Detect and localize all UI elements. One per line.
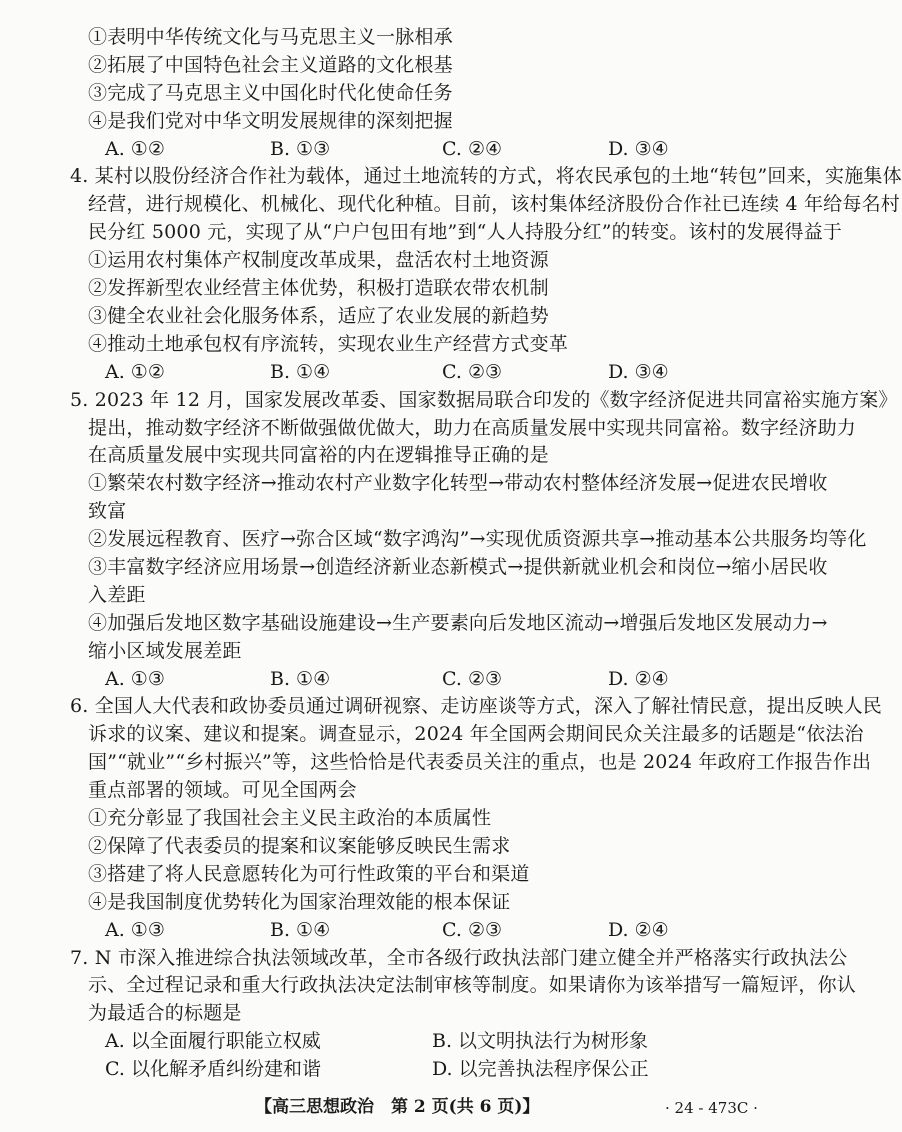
- q7-option-b: B. 以文明执法行为树形象: [432, 1030, 649, 1052]
- q5-statement-3-line-1: ③丰富数字经济应用场景→创造经济新业态新模式→提供新就业机会和岗位→缩小居民收: [88, 556, 828, 578]
- page-footer-label: 【高三思想政治 第 2 页(共 6 页)】: [255, 1097, 540, 1117]
- q3-statement-4: ④是我们党对中华文明发展规律的深刻把握: [88, 110, 453, 132]
- q4-stem-line-1: 4. 某村以股份经济合作社为载体，通过土地流转的方式，将农民承包的土地“转包”回来，实施集体: [70, 165, 902, 187]
- q4-stem-line-3: 民分红 5000 元，实现了从“户户包田有地”到“人人持股分红”的转变。该村的发展得益于: [88, 221, 843, 243]
- exam-code: · 24 - 473C ·: [665, 1099, 758, 1117]
- q6-stem-line-1: 6. 全国人大代表和政协委员通过调研视察、走访座谈等方式，深入了解社情民意，提出反映人民: [70, 695, 882, 717]
- q4-statement-2: ②发挥新型农业经营主体优势，积极打造联农带农机制: [88, 277, 549, 299]
- q5-option-d: D. ②④: [608, 668, 669, 690]
- q7-stem-line-3: 为最适合的标题是: [88, 1002, 242, 1024]
- q6-option-d: D. ②④: [608, 919, 669, 941]
- q5-option-c: C. ②③: [442, 668, 503, 690]
- q4-statement-3: ③健全农业社会化服务体系，适应了农业发展的新趋势: [88, 305, 549, 327]
- q3-option-d: D. ③④: [608, 138, 669, 160]
- q5-option-b: B. ①④: [270, 668, 331, 690]
- q6-stem-line-3: 国”“就业”“乡村振兴”等，这些恰恰是代表委员关注的重点，也是 2024 年政府工作报告作出: [88, 751, 872, 773]
- q7-stem-line-1: 7. N 市深入推进综合执法领域改革，全市各级行政执法部门建立健全并严格落实行政执法公: [70, 947, 848, 969]
- q7-stem-line-2: 示、全过程记录和重大行政执法决定法制审核等制度。如果请你为该举措写一篇短评，你认: [88, 974, 857, 996]
- q6-stem-line-4: 重点部署的领域。可见全国两会: [88, 779, 357, 801]
- q3-option-c: C. ②④: [442, 138, 503, 160]
- q3-option-a: A. ①②: [105, 138, 165, 160]
- q3-statement-3: ③完成了马克思主义中国化时代化使命任务: [88, 82, 453, 104]
- q5-stem-line-3: 在高质量发展中实现共同富裕的内在逻辑推导正确的是: [88, 444, 549, 466]
- q7-option-d: D. 以完善执法程序保公正: [432, 1058, 649, 1080]
- q4-statement-4: ④推动土地承包权有序流转，实现农业生产经营方式变革: [88, 333, 569, 355]
- q4-statement-1: ①运用农村集体产权制度改革成果，盘活农村土地资源: [88, 249, 549, 271]
- q4-option-b: B. ①④: [270, 361, 331, 383]
- q5-statement-4-line-2: 缩小区域发展差距: [88, 640, 242, 662]
- q5-option-a: A. ①③: [105, 668, 165, 690]
- q5-statement-4-line-1: ④加强后发地区数字基础设施建设→生产要素向后发地区流动→增强后发地区发展动力→: [88, 612, 828, 634]
- q6-option-a: A. ①③: [105, 919, 165, 941]
- q4-stem-line-2: 经营，进行规模化、机械化、现代化种植。目前，该村集体经济股份合作社已连续 4 年给每名村: [88, 193, 900, 215]
- q7-option-c: C. 以化解矛盾纠纷建和谐: [105, 1058, 321, 1080]
- q5-statement-2: ②发展远程教育、医疗→弥合区域“数字鸿沟”→实现优质资源共享→推动基本公共服务均等化: [88, 528, 867, 550]
- q6-option-c: C. ②③: [442, 919, 503, 941]
- q4-option-c: C. ②③: [442, 361, 503, 383]
- q4-option-a: A. ①②: [105, 361, 165, 383]
- q3-statement-1: ①表明中华传统文化与马克思主义一脉相承: [88, 26, 453, 48]
- q5-statement-1-line-1: ①繁荣农村数字经济→推动农村产业数字化转型→带动农村整体经济发展→促进农民增收: [88, 472, 828, 494]
- q7-option-a: A. 以全面履行职能立权威: [105, 1030, 321, 1052]
- q6-statement-2: ②保障了代表委员的提案和议案能够反映民生需求: [88, 835, 511, 857]
- q6-statement-4: ④是我国制度优势转化为国家治理效能的根本保证: [88, 891, 511, 913]
- q3-statement-2: ②拓展了中国特色社会主义道路的文化根基: [88, 54, 453, 76]
- q6-stem-line-2: 诉求的议案、建议和提案。调查显示，2024 年全国两会期间民众关注最多的话题是“依法治: [88, 723, 864, 745]
- q5-stem-line-2: 提出，推动数字经济不断做强做优做大，助力在高质量发展中实现共同富裕。数字经济助力: [88, 417, 857, 439]
- q5-statement-1-line-2: 致富: [88, 500, 127, 522]
- q6-option-b: B. ①④: [270, 919, 331, 941]
- q6-statement-3: ③搭建了将人民意愿转化为可行性政策的平台和渠道: [88, 863, 530, 885]
- q3-option-b: B. ①③: [270, 138, 331, 160]
- q5-statement-3-line-2: 入差距: [88, 584, 146, 606]
- q4-option-d: D. ③④: [608, 361, 669, 383]
- q6-statement-1: ①充分彰显了我国社会主义民主政治的本质属性: [88, 807, 492, 829]
- q5-stem-line-1: 5. 2023 年 12 月，国家发展改革委、国家数据局联合印发的《数字经济促进共同富裕实施方案》: [70, 389, 898, 411]
